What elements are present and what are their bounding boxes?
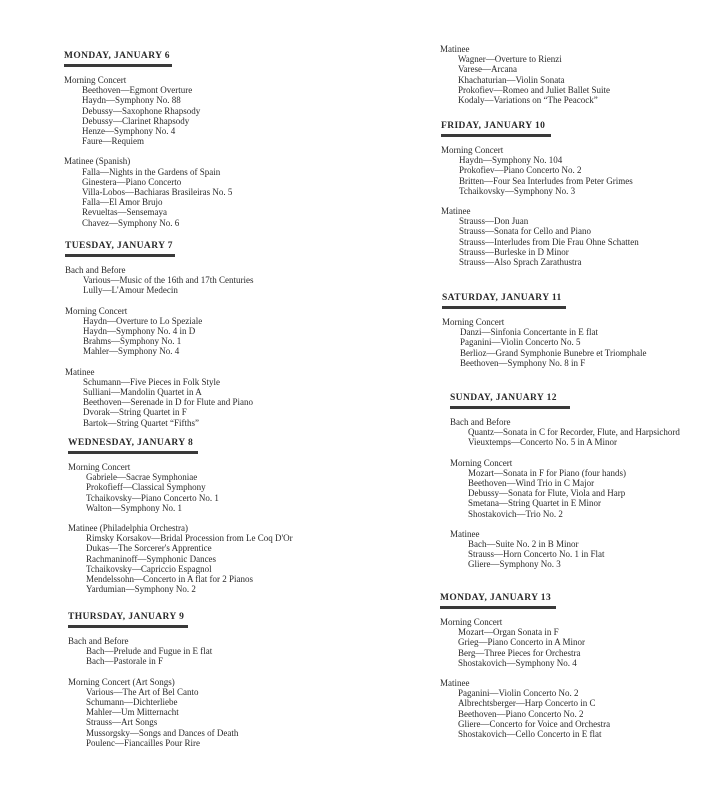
program-item: Beethoven—Egmont Overture xyxy=(82,85,193,96)
program-item: Bartok—String Quartet “Fifths” xyxy=(83,417,199,428)
concert-title: Matinee xyxy=(441,206,471,217)
program-item: Mahler—Um Mitternacht xyxy=(86,707,179,718)
day-section-wednesday-january-8 xyxy=(68,432,358,604)
concert-title: Morning Concert xyxy=(450,457,513,468)
program-item: Grieg—Piano Concerto in A Minor xyxy=(458,637,585,648)
concert-title: Bach and Before xyxy=(65,265,126,275)
program-item: Brahms—Symphony No. 1 xyxy=(83,336,182,347)
day-header: WEDNESDAY, JANUARY 8 xyxy=(68,438,198,454)
program-item: Strauss—Burleske in D Minor xyxy=(459,246,569,257)
concert-title: Matinee (Philadelphia Orchestra) xyxy=(68,523,188,534)
program-item: Yardumian—Symphony No. 2 xyxy=(86,584,196,595)
program-item: Prokofiev—Piano Concerto No. 2 xyxy=(459,165,582,176)
program-item: Berg—Three Pieces for Orchestra xyxy=(458,647,581,658)
concert-group xyxy=(441,145,728,196)
concert-group xyxy=(65,265,355,296)
program-item: Prokofieff—Classical Symphony xyxy=(86,482,206,493)
concert-group xyxy=(450,417,728,448)
program-item: Haydn—Overture to Lo Speziale xyxy=(83,315,203,326)
concert-group xyxy=(68,677,358,748)
program-item: Ginestera—Piano Concerto xyxy=(82,176,182,187)
program-item: Varese—Arcana xyxy=(458,64,517,75)
program-item: Revueltas—Sensemaya xyxy=(82,207,167,218)
program-item: Tchaikovsky—Symphony No. 3 xyxy=(459,185,576,196)
program-item: Faure—Requiem xyxy=(82,136,144,147)
concert-title: Morning Concert (Art Songs) xyxy=(68,676,175,687)
program-item: Henze—Symphony No. 4 xyxy=(82,126,176,137)
day-header: SATURDAY, JANUARY 11 xyxy=(442,293,566,309)
concert-title: Matinee (Spanish) xyxy=(64,156,131,167)
program-item: Strauss—Art Songs xyxy=(86,717,158,728)
concert-title: Morning Concert xyxy=(441,145,504,155)
concert-title: Bach and Before xyxy=(450,417,511,427)
program-item: Various—The Art of Bel Canto xyxy=(86,686,199,697)
program-item: Tchaikovsky—Piano Concerto No. 1 xyxy=(86,492,219,503)
program-item: Mozart—Sonata in F for Piano (four hands) xyxy=(468,467,626,478)
program-item: Sulliani—Mandolin Quartet in A xyxy=(83,387,202,398)
program-item: Shostakovich—Symphony No. 4 xyxy=(458,657,577,668)
program-item: Strauss—Horn Concerto No. 1 in Flat xyxy=(468,549,605,560)
day-header: TUESDAY, JANUARY 7 xyxy=(65,241,175,257)
program-item: Bach—Suite No. 2 in B Minor xyxy=(468,539,579,550)
concert-group xyxy=(64,156,354,227)
program-item: Mahler—Symphony No. 4 xyxy=(83,346,180,357)
concert-group xyxy=(442,317,728,368)
program-item: Schumann—Five Pieces in Folk Style xyxy=(83,376,220,387)
program-item: Lully—L'Amour Medecin xyxy=(83,285,178,296)
program-item: Dvorak—String Quartet in F xyxy=(83,407,187,418)
program-item: Walton—Symphony No. 1 xyxy=(86,502,183,513)
program-item: Falla—Nights in the Gardens of Spain xyxy=(82,166,221,177)
day-section-thursday-january-9 xyxy=(68,606,358,758)
concert-group xyxy=(450,458,728,519)
program-item: Mussorgsky—Songs and Dances of Death xyxy=(86,727,239,738)
program-item: Gliere—Concerto for Voice and Orchestra xyxy=(458,718,611,729)
program-item: Britten—Four Sea Interludes from Peter Grimes xyxy=(459,175,633,186)
concert-title: Morning Concert xyxy=(68,462,131,472)
day-section-tuesday-january-7 xyxy=(65,235,355,438)
concert-title: Matinee xyxy=(440,44,470,54)
program-item: Haydn—Symphony No. 104 xyxy=(459,155,563,166)
day-header: MONDAY, JANUARY 6 xyxy=(64,51,172,67)
concert-title: Morning Concert xyxy=(64,75,127,85)
day-section-friday-january-10 xyxy=(441,115,728,277)
program-item: Falla—El Amor Brujo xyxy=(82,197,163,208)
program-item: Shostakovich—Trio No. 2 xyxy=(468,508,563,519)
program-item: Smetana—String Quartet in E Minor xyxy=(468,498,601,509)
concert-group xyxy=(68,462,358,513)
program-item: Prokofiev—Romeo and Juliet Ballet Suite xyxy=(458,84,610,95)
concert-group xyxy=(441,206,728,267)
concert-group xyxy=(68,636,358,667)
program-item: Rimsky Korsakov—Bridal Procession from Le Coq D'Or xyxy=(86,533,293,544)
program-item: Danzi—Sinfonia Concertante in E flat xyxy=(460,327,598,338)
program-item: Haydn—Symphony No. 4 in D xyxy=(83,326,196,337)
concert-title: Matinee xyxy=(440,678,470,689)
program-item: Mozart—Organ Sonata in F xyxy=(458,627,559,638)
day-section-monday-january-13 xyxy=(440,587,728,749)
program-item: Beethoven—Wind Trio in C Major xyxy=(468,478,595,489)
concert-group xyxy=(440,44,728,105)
concert-group xyxy=(64,75,354,146)
program-item: Strauss—Sonata for Cello and Piano xyxy=(459,226,591,237)
day-section-saturday-january-11 xyxy=(442,287,728,378)
program-item: Poulenc—Fiancailles Pour Rire xyxy=(86,737,200,748)
program-item: Chavez—Symphony No. 6 xyxy=(82,217,180,228)
program-item: Strauss—Also Sprach Zarathustra xyxy=(459,257,582,268)
program-item: Strauss—Don Juan xyxy=(459,216,529,227)
program-item: Berlioz—Grand Symphonie Bunebre et Triomphale xyxy=(460,347,647,358)
program-item: Kodaly—Variations on “The Peacock” xyxy=(458,95,598,106)
concert-group xyxy=(65,367,355,428)
day-section-monday-january-6 xyxy=(64,45,354,238)
concert-group xyxy=(68,523,358,594)
program-item: Debussy—Clarinet Rhapsody xyxy=(82,115,190,126)
program-item: Debussy—Saxophone Rhapsody xyxy=(82,105,201,116)
program-item: Debussy—Sonata for Flute, Viola and Harp xyxy=(468,488,626,499)
day-header: FRIDAY, JANUARY 10 xyxy=(441,121,551,137)
program-item: Rachmaninoff—Symphonic Dances xyxy=(86,553,217,564)
concert-title: Morning Concert xyxy=(440,617,503,627)
program-item: Albrechtsberger—Harp Concerto in C xyxy=(458,698,596,709)
program-item: Beethoven—Piano Concerto No. 2 xyxy=(458,708,584,719)
program-item: Gabriele—Sacrae Symphoniae xyxy=(86,472,198,483)
program-item: Beethoven—Symphony No. 8 in F xyxy=(460,357,586,368)
program-item: Shostakovich—Cello Concerto in E flat xyxy=(458,729,602,740)
program-item: Strauss—Interludes from Die Frau Ohne Schatten xyxy=(459,236,639,247)
concert-group xyxy=(440,678,728,739)
concert-title: Matinee xyxy=(65,366,95,377)
program-item: Paganini—Violin Concerto No. 2 xyxy=(458,688,579,699)
concert-group xyxy=(450,529,728,570)
program-item: Wagner—Overture to Rienzi xyxy=(458,54,562,65)
program-item: Various—Music of the 16th and 17th Centuries xyxy=(83,275,254,286)
program-item: Gliere—Symphony No. 3 xyxy=(468,559,561,570)
program-item: Haydn—Symphony No. 88 xyxy=(82,95,181,106)
concert-group xyxy=(65,306,355,357)
concert-title: Morning Concert xyxy=(65,305,128,316)
program-item: Beethoven—Serenade in D for Flute and Piano xyxy=(83,397,253,408)
program-item: Mendelssohn—Concerto in A flat for 2 Pianos xyxy=(86,574,253,585)
program-item: Villa-Lobos—Bachiaras Brasileiras No. 5 xyxy=(82,187,233,198)
day-header: SUNDAY, JANUARY 12 xyxy=(450,393,570,409)
day-header: THURSDAY, JANUARY 9 xyxy=(68,612,188,628)
day-section-continued xyxy=(440,44,728,115)
program-item: Paganini—Violin Concerto No. 5 xyxy=(460,337,581,348)
program-item: Tchaikovsky—Capriccio Espagnol xyxy=(86,563,212,574)
program-item: Quantz—Sonata in C for Recorder, Flute, and Harpsichord xyxy=(468,427,680,438)
program-item: Vieuxtemps—Concerto No. 5 in A Minor xyxy=(468,437,617,448)
program-item: Bach—Prelude and Fugue in E flat xyxy=(86,646,213,657)
day-section-sunday-january-12 xyxy=(450,387,728,580)
concert-title: Morning Concert xyxy=(442,317,505,327)
program-item: Dukas—The Sorcerer's Apprentice xyxy=(86,543,212,554)
program-item: Schumann—Dichterliebe xyxy=(86,697,178,708)
concert-title: Bach and Before xyxy=(68,636,129,646)
program-item: Bach—Pastorale in F xyxy=(86,656,163,667)
concert-group xyxy=(440,617,728,668)
day-header: MONDAY, JANUARY 13 xyxy=(440,593,556,609)
program-item: Khachaturian—Violin Sonata xyxy=(458,74,565,85)
concert-title: Matinee xyxy=(450,528,480,539)
